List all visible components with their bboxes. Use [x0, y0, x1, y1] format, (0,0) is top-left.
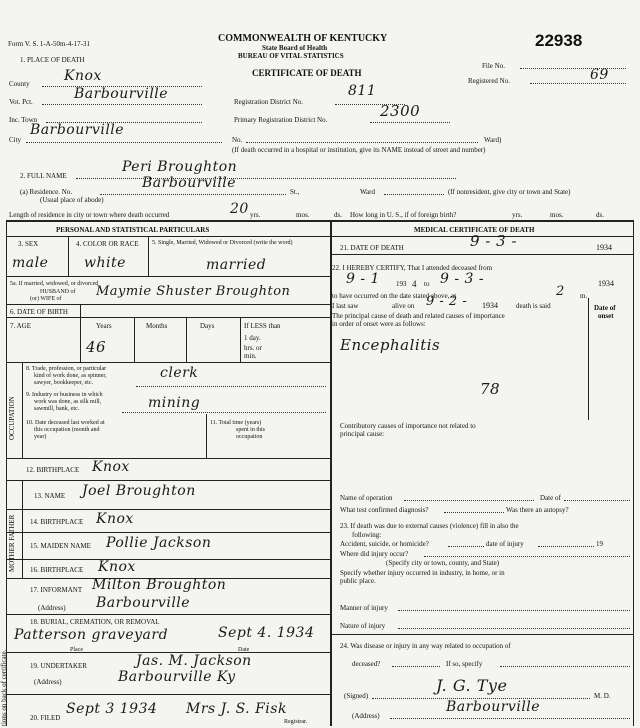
yrs-label: yrs. — [250, 211, 261, 219]
trade-label: 8. Trade, profession, or particular — [26, 366, 107, 372]
last-worked-label: 10. Date deceased last worked at — [26, 420, 105, 426]
col-line — [22, 480, 23, 578]
full-name-value: Peri Broughton — [122, 159, 238, 175]
city-label: City — [9, 136, 22, 144]
days-label: Days — [200, 322, 215, 330]
attended-to-year: 1934 — [598, 279, 614, 288]
grid-right — [633, 220, 634, 726]
undertaker-label: 19. UNDERTAKER — [30, 662, 87, 670]
mother-birthplace-value: Knox — [98, 559, 136, 575]
marital-value: married — [206, 257, 267, 273]
cause-of-death-value: Encephalitis — [340, 336, 441, 354]
row-line — [6, 614, 330, 615]
row-line — [331, 634, 634, 635]
total-time-label: 11. Total time (years) — [210, 420, 262, 426]
trade-label-3: sawyer, bookkeeper, etc. — [34, 380, 93, 386]
signed-label: (Signed) — [344, 692, 369, 700]
certificate-title: CERTIFICATE OF DEATH — [252, 68, 362, 78]
hospital-note: (If death occurred in a hospital or institution, give its NAME instead of street and number) — [232, 146, 486, 154]
date-of-death-year: 1934 — [596, 243, 612, 252]
row-line — [6, 362, 330, 363]
street-label: St., — [290, 188, 300, 196]
age-label: 7. AGE — [10, 322, 31, 330]
grid-top — [6, 220, 634, 222]
burial-place-value: Patterson graveyard — [14, 627, 169, 643]
less-than-label: If LESS than — [244, 322, 281, 330]
spouse-value: Maymie Shuster Broughton — [96, 284, 291, 299]
residence-sub: (Usual place of abode) — [40, 196, 104, 204]
certify-line-3c: death is said — [516, 302, 551, 310]
years-label: Years — [96, 322, 112, 330]
col-line — [22, 362, 23, 458]
full-name-label: 2. FULL NAME — [20, 172, 67, 180]
external-line-6: Specify whether injury occurred in industry, in home, or in — [340, 569, 505, 577]
onset-column-line — [588, 298, 589, 420]
how-ds-label: ds. — [596, 211, 604, 219]
attended-from-value: 9 - 1 — [346, 271, 380, 287]
row-line — [6, 509, 330, 510]
sex-label: 3. SEX — [18, 240, 39, 248]
primary-district-label: Primary Registration District No. — [234, 116, 328, 124]
months-label: Months — [146, 322, 168, 330]
operation-date-label: Date of — [540, 494, 561, 502]
registrar-label: Registrar. — [284, 719, 308, 725]
row-line — [6, 559, 330, 560]
certifier-address-label: (Address) — [352, 712, 380, 720]
min-label: min. — [244, 352, 257, 360]
day-label: 1 day. — [244, 334, 261, 342]
mother-maiden-value: Pollie Jackson — [106, 535, 212, 551]
death-time-unit: m. — [580, 292, 588, 300]
inc-town-label: Inc. Town — [9, 116, 38, 124]
last-seen-year: 1934 — [482, 301, 498, 310]
row-line — [331, 254, 634, 255]
row-line — [6, 458, 330, 459]
certify-line-4: The principal cause of death and related causes of importance — [332, 312, 505, 320]
death-time-value: 2 — [556, 284, 565, 299]
city-value: Barbourville — [30, 122, 125, 138]
sex-value: male — [12, 255, 49, 271]
contributory-label: Contributory causes of importance not related to — [340, 422, 476, 430]
how-yrs-label: yrs. — [512, 211, 523, 219]
county-value: Knox — [64, 68, 102, 84]
certify-line-1: 22. I HEREBY CERTIFY, That I attended deceased from — [332, 264, 493, 272]
registrar-value: Mrs J. S. Fisk — [186, 701, 287, 717]
wife-label: (or) WIFE of — [30, 296, 62, 302]
industry-label-2: work was done, as silk mill, — [34, 399, 102, 405]
registered-label: Registered No. — [468, 77, 510, 85]
filed-value: Sept 3 1934 — [66, 701, 158, 717]
row-line — [6, 480, 330, 481]
certify-line-5: in order of onset were as follows: — [332, 320, 426, 328]
mother-birthplace-label: 16. BIRTHPLACE — [30, 566, 84, 574]
col-line — [80, 304, 81, 362]
external-line-4: Where did injury occur? — [340, 550, 409, 558]
row-line — [6, 304, 330, 305]
col-line — [134, 317, 135, 362]
mother-father-side-label: MOTHER FATHER — [8, 514, 16, 572]
nature-label: Nature of injury — [340, 622, 386, 630]
certificate-number: 22938 — [535, 31, 583, 50]
residence-length-value: 20 — [230, 201, 249, 217]
registered-value: 69 — [590, 67, 609, 83]
father-birthplace-value: Knox — [96, 511, 134, 527]
nonresident-note: (If nonresident, give city or town and State) — [448, 188, 571, 196]
residence-label: (a) Residence. No. — [20, 188, 73, 196]
col-line — [186, 317, 187, 362]
onset-header: Date of — [594, 304, 616, 312]
external-line-5: (Specify city or town, county, and State) — [386, 559, 500, 567]
birthplace-label: 12. BIRTHPLACE — [26, 466, 80, 474]
age-years-value: 46 — [86, 338, 107, 356]
last-seen-value: 9 - 2 - — [426, 294, 468, 309]
informant-label: 17. INFORMANT — [30, 586, 83, 594]
industry-label-3: sawmill, bank, etc. — [34, 406, 80, 412]
col-line — [68, 236, 69, 276]
attended-to-value: 9 - 3 - — [440, 271, 485, 287]
residence-ward-label: Ward — [360, 188, 375, 196]
col-line — [240, 317, 241, 362]
burial-place-sublabel: Place — [70, 647, 83, 653]
informant-address-label: (Address) — [38, 604, 66, 612]
margin-note: tions on back of certificate. — [0, 649, 8, 726]
last-worked-label-2: this occupation (month and — [34, 427, 100, 433]
undertaker-value: Jas. M. Jackson — [136, 653, 252, 669]
onset-header-2: onset — [598, 312, 614, 320]
disease-line-1: 24. Was disease or injury in any way related to occupation of — [340, 642, 511, 650]
manner-label: Manner of injury — [340, 604, 388, 612]
ds-label: ds. — [334, 211, 342, 219]
last-worked-label-3: year) — [34, 434, 47, 440]
total-time-label-2: spent in this — [236, 427, 266, 433]
col-line — [148, 236, 149, 276]
attended-from-year: 4 — [412, 279, 417, 289]
certify-line-2: to have occurred on the date stated above, at — [332, 292, 457, 300]
trade-value: clerk — [160, 365, 199, 381]
cause-code-value: 78 — [480, 380, 501, 398]
vot-pct-label: Vot. Pct. — [9, 98, 33, 106]
place-of-death-label: 1. PLACE OF DEATH — [20, 56, 85, 64]
certify-line-3: I last saw — [332, 302, 359, 310]
row-line — [6, 694, 330, 695]
burial-date-sublabel: Date — [238, 647, 250, 653]
to-label: to — [424, 280, 430, 288]
industry-label: 9. Industry or business in which — [26, 392, 103, 398]
undertaker-address-label: (Address) — [34, 678, 62, 686]
external-line-3: Accident, suicide, or homicide? — [340, 540, 429, 548]
deceased-label: deceased? — [352, 660, 381, 668]
signature-value: J. G. Tye — [436, 676, 508, 695]
personal-header: PERSONAL AND STATISTICAL PARTICULARS — [56, 226, 210, 234]
marital-label: 5. Single, Married, Widowed or Divorced (write the word) — [152, 240, 293, 246]
external-line-2: following: — [352, 531, 382, 539]
occupation-side-label: OCCUPATION — [8, 396, 16, 440]
bureau-heading: BUREAU OF VITAL STATISTICS — [238, 52, 344, 60]
color-value: white — [84, 255, 126, 271]
trade-label-2: kind of work done, as spinner, — [34, 373, 107, 379]
total-time-label-3: occupation — [236, 434, 263, 440]
external-line-7: public place. — [340, 577, 376, 585]
board-heading: State Board of Health — [262, 44, 328, 52]
registration-district-label: Registration District No. — [234, 98, 304, 106]
date-of-death-label: 21. DATE OF DEATH — [340, 244, 404, 252]
col-line — [206, 414, 207, 458]
undertaker-address-value: Barbourville Ky — [118, 669, 236, 685]
mos-label: mos. — [296, 211, 310, 219]
father-birthplace-label: 14. BIRTHPLACE — [30, 518, 84, 526]
if-so-label: If so, specify — [446, 660, 483, 668]
vot-pct-value: Barbourville — [74, 86, 169, 102]
color-label: 4. COLOR OR RACE — [76, 240, 139, 248]
row-line — [6, 276, 330, 277]
external-line-3c: 19 — [596, 540, 603, 548]
date-of-death-value: 9 - 3 - — [470, 232, 518, 250]
commonwealth-heading: COMMONWEALTH OF KENTUCKY — [218, 33, 388, 44]
burial-date-value: Sept 4. 1934 — [218, 625, 315, 641]
ward-label: Ward) — [484, 136, 502, 144]
medical-header: MEDICAL CERTIFICATE OF DEATH — [414, 226, 535, 234]
certify-line-3b: alive on — [392, 302, 415, 310]
birthplace-value: Knox — [92, 459, 130, 475]
file-label: File No. — [482, 62, 505, 70]
husband-label: HUSBAND of — [40, 289, 76, 295]
contributory-label-2: principal cause: — [340, 430, 385, 438]
primary-district-value: 2300 — [380, 102, 421, 120]
residence-length-label: Length of residence in city or town where death occurred — [9, 211, 170, 219]
test-label: What test confirmed diagnosis? — [340, 506, 429, 514]
filed-label: 20. FILED — [30, 714, 61, 722]
form-number: Form V. S. 1-A-50m-4-17-31 — [8, 40, 90, 48]
how-mos-label: mos. — [550, 211, 564, 219]
row-line — [6, 532, 330, 533]
md-label: M. D. — [594, 692, 611, 700]
operation-label: Name of operation — [340, 494, 393, 502]
external-line-1: 23. If death was due to external causes (violence) fill in also the — [340, 522, 519, 530]
external-line-3b: date of injury — [486, 540, 524, 548]
hrs-label: hrs. or — [244, 344, 262, 352]
registration-district-value: 811 — [348, 83, 377, 99]
industry-value: mining — [148, 395, 201, 411]
burial-label: 18. BURIAL, CREMATION, OR REMOVAL — [30, 618, 160, 626]
residence-value: Barbourville — [142, 175, 237, 191]
how-long-label: How long in U. S., if of foreign birth? — [350, 211, 457, 219]
autopsy-label: Was there an autopsy? — [506, 506, 569, 514]
father-name-label: 13. NAME — [34, 492, 66, 500]
informant-address-value: Barbourville — [96, 595, 191, 611]
informant-value: Milton Broughton — [92, 577, 227, 593]
attended-from-century: 193 — [396, 280, 407, 288]
county-label: County — [9, 80, 30, 88]
mother-maiden-label: 15. MAIDEN NAME — [30, 542, 91, 550]
certifier-address-value: Barbourville — [446, 699, 541, 715]
grid-header-bottom — [6, 236, 634, 237]
row-line — [6, 317, 330, 318]
spouse-label: 5a. If married, widowed, or divorced — [10, 281, 99, 287]
date-of-birth-label: 6. DATE OF BIRTH — [10, 308, 68, 316]
street-no-label: No. — [232, 136, 243, 144]
father-name-value: Joel Broughton — [82, 483, 196, 499]
